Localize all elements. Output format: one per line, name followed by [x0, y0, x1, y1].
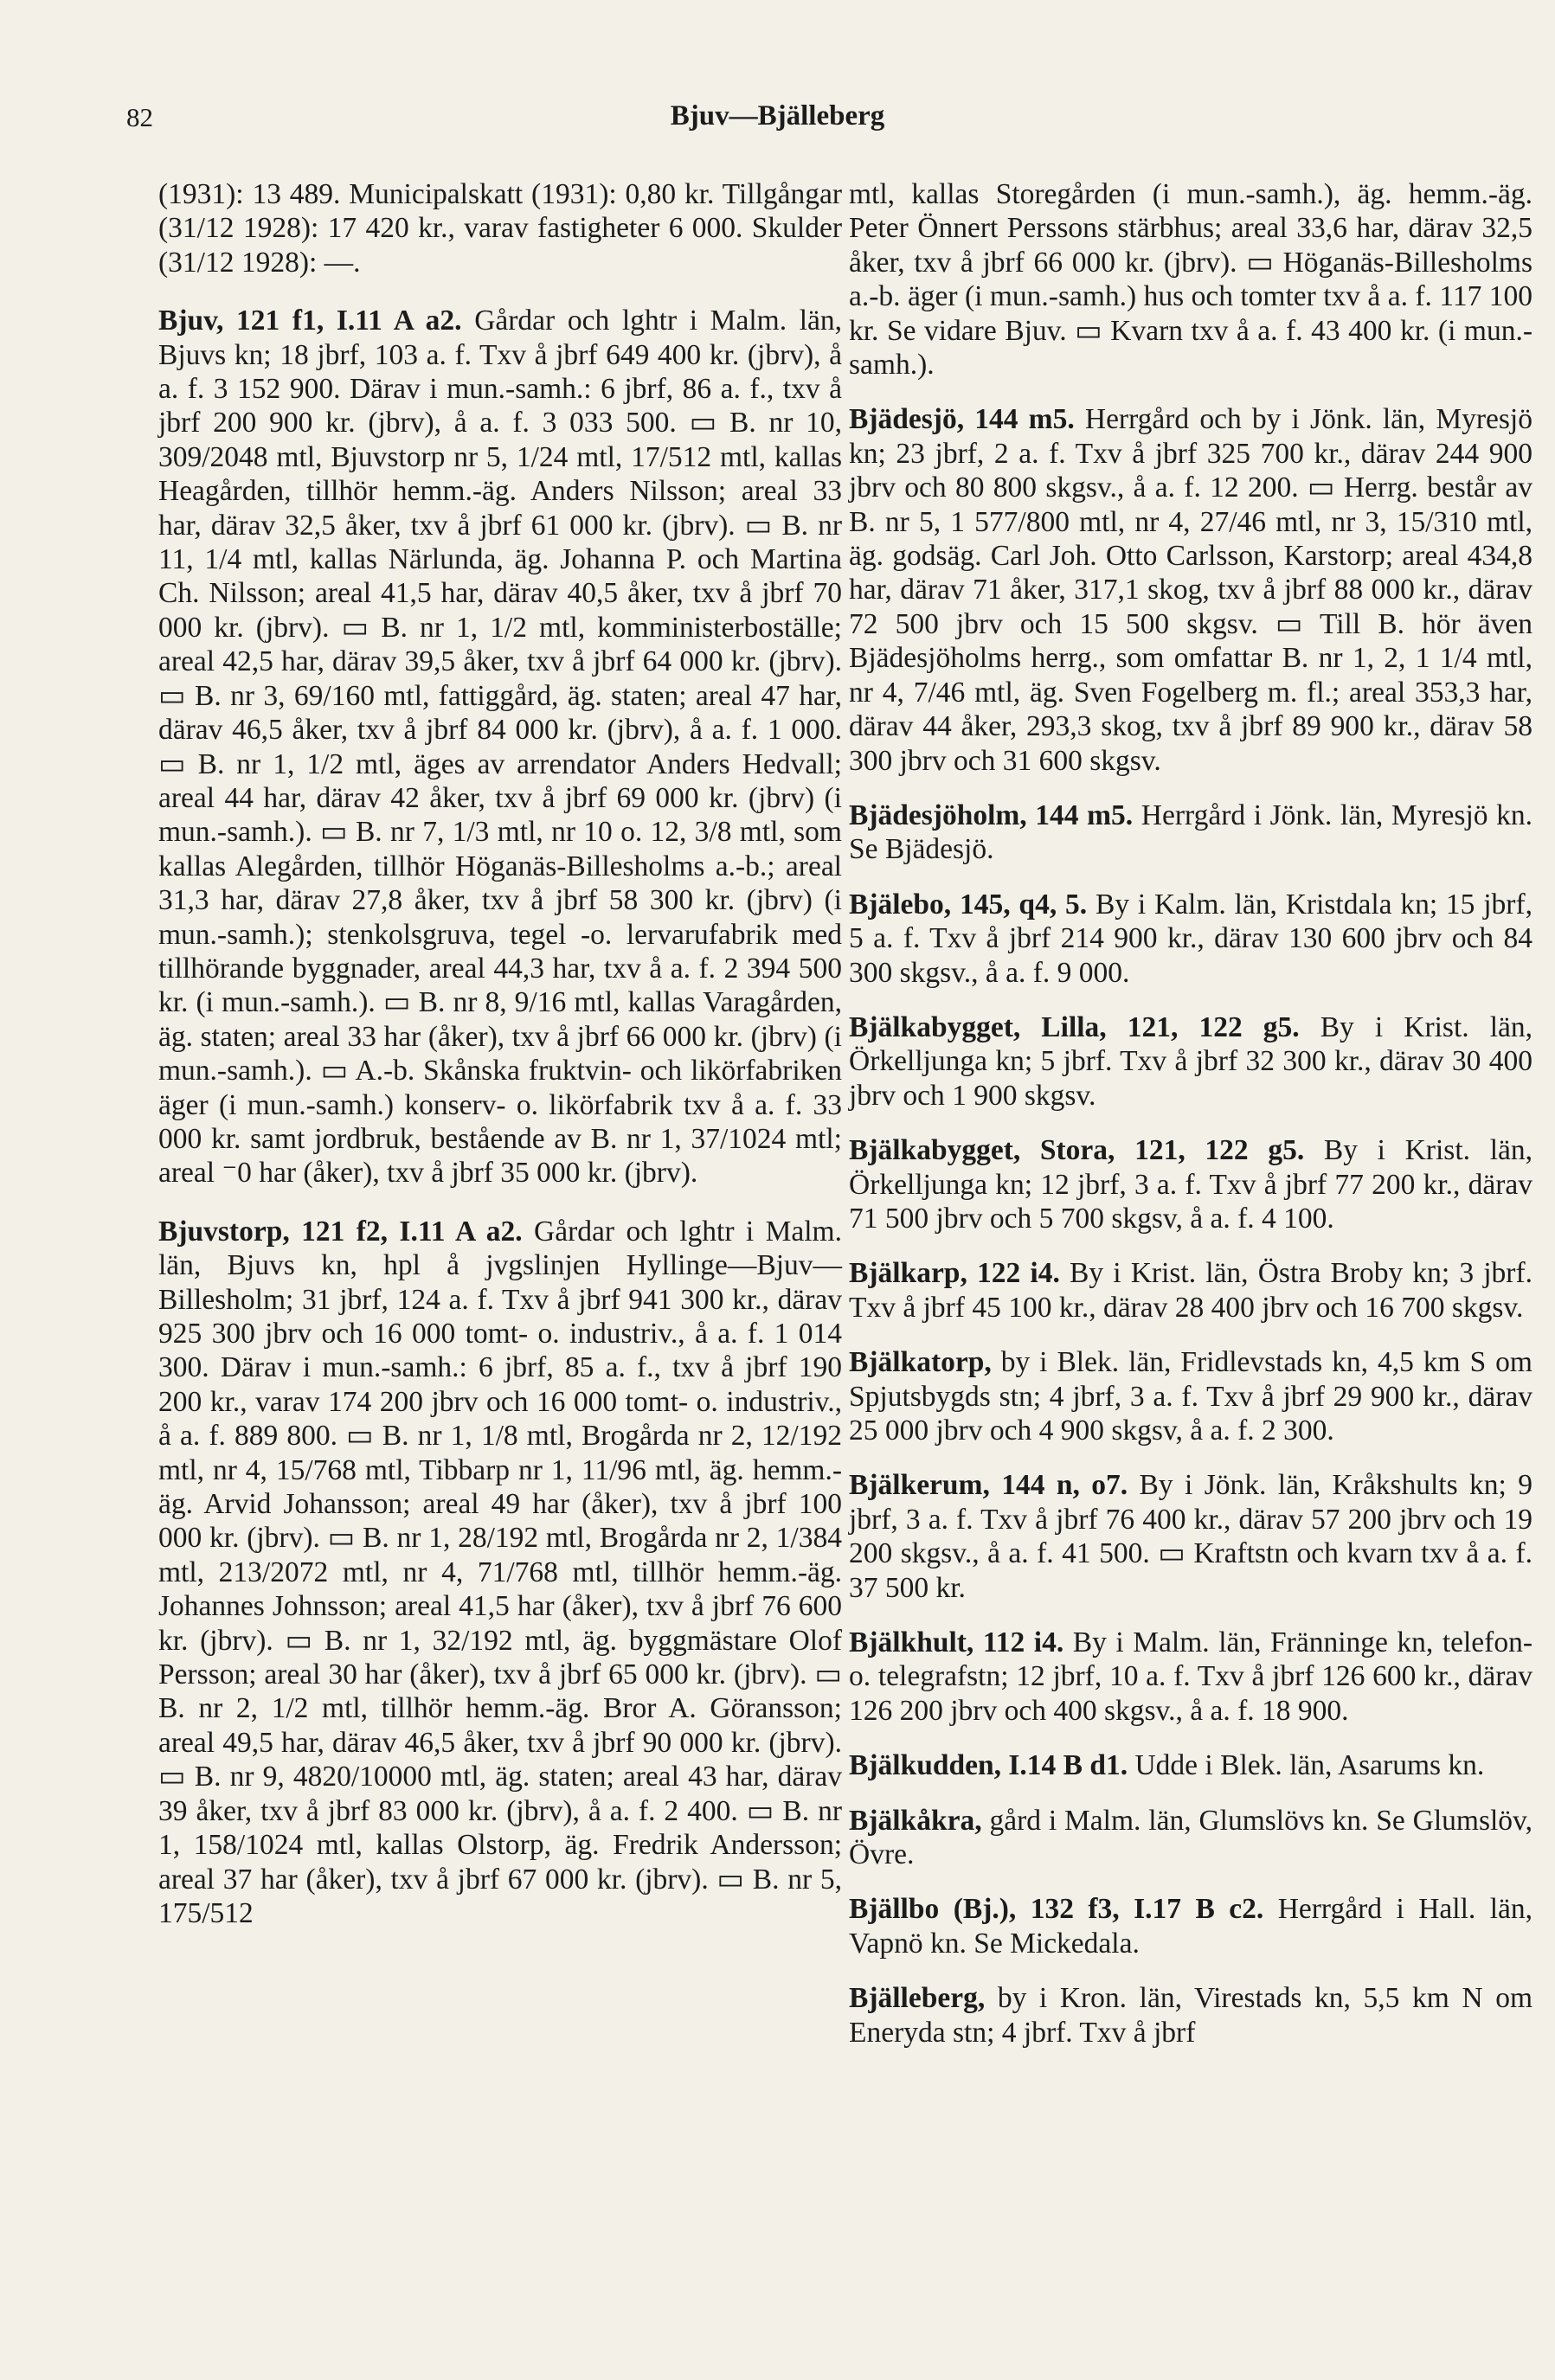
entry-headword: Bjälkabygget, Stora, 121, 122 g5.: [849, 1134, 1305, 1167]
page-number: 82: [126, 102, 153, 132]
entry-bjadesjoholm: [849, 799, 1533, 867]
entry-text: By i Jönk. län, Kråkshults kn; 9 jbrf, 3 a. f. Txv å jbrf 76 400 kr., därav 57 200 jbrv och 19 200 skgsv., å a. f. 41 500. ▭ Kraftstn och kvarn txv å a. f. 37 500 kr.: [849, 1469, 1533, 1604]
entry-text: By i Malm. län, Fränninge kn, telefon- o. telegrafstn; 12 jbrf, 10 a. f. Txv å jbrf 126 600 kr., därav 126 200 jbrv och 400 skgsv., å a. f. 18 900.: [849, 1626, 1533, 1727]
entry-bjalleberg: [849, 1981, 1533, 2050]
entry-bjalkhult: [849, 1626, 1533, 1728]
entry-headword: Bjälleberg,: [849, 1982, 986, 2015]
entry-text: By i Krist. län, Östra Broby kn; 3 jbrf. Txv å jbrf 45 100 kr., därav 28 400 jbrv och 16 700 skgsv.: [849, 1257, 1533, 1324]
entry-bjalkarp: [849, 1256, 1533, 1325]
entry-headword: Bjädesjö, 144 m5.: [849, 403, 1075, 436]
entry-bjalkerum: [849, 1468, 1533, 1605]
entry-headword: Bjälkerum, 144 n, o7.: [849, 1469, 1128, 1502]
entry-headword: Bjälkarp, 122 i4.: [849, 1257, 1060, 1290]
entry-text: Gårdar och lghtr i Malm. län, Bjuvs kn, hpl å jvgslinjen Hyllinge—Bjuv—Billesholm; 31 jbrf, 124 a. f. Txv å jbrf 941 300 kr., därav 925 300 jbrv och 16 000 tomt- o. industriv., å a. f. 1 014 300. Därav i mun.-samh.: 6 jbrf, 85 a. f., txv å jbrf 190 200 kr., varav 174 200 jbrv och 16 000 tomt- o. industriv., å a. f. 889 800. ▭ B. nr 1, 1/8 mtl, Brogårda nr 2, 12/192 mtl, nr 4, 15/768 mtl, Tibbarp nr 1, 11/96 mtl, äg. hemm.-äg. Arvid Johansson; areal 49 har (åker), txv å jbrf 100 000 kr. (jbrv). ▭ B. nr 1, 28/192 mtl, Brogårda nr 2, 1/384 mtl, 213/2072 mtl, nr 4, 71/768 mtl, tillhör hemm.-äg. Johannes Johnsson; areal 41,5 har (åker), txv å jbrf 76 600 kr. (jbrv). ▭ B. nr 1, 32/192 mtl, äg. byggmästare Olof Persson; areal 30 har (åker), txv å jbrf 65 000 kr. (jbrv). ▭ B. nr 2, 1/2 mtl, tillhör hemm.-äg. Bror A. Göransson; areal 49,5 har, därav 46,5 åker, txv å jbrf 90 000 kr. (jbrv). ▭ B. nr 9, 4820/10000 mtl, äg. staten; areal 43 har, därav 39 åker, txv å jbrf 83 000 kr. (jbrv), å a. f. 2 400. ▭ B. nr 1, 158/1024 mtl, kallas Olstorp, äg. Fredrik Andersson; areal 37 har (åker), txv å jbrf 67 000 kr. (jbrv). ▭ B. nr 5, 175/512: [158, 1215, 842, 1929]
entry-bjuv: [158, 304, 842, 1190]
entry-headword: Bjälkåkra,: [849, 1804, 982, 1837]
entry-headword: Bjälkudden, I.14 B d1.: [849, 1749, 1128, 1782]
entry-bjalkabygget-stora: [849, 1133, 1533, 1235]
entry-text: gård i Malm. län, Glumslövs kn. Se Glumslöv, Övre.: [849, 1804, 1533, 1871]
right-column: [849, 177, 1533, 2070]
entry-text: (1931): 13 489. Municipalskatt (1931): 0,80 kr. Tillgångar (31/12 1928): 17 420 kr., varav fastigheter 6 000. Skulder (31/12 1928): —.: [158, 178, 842, 279]
running-head: Bjuv—Bjälleberg: [670, 100, 885, 132]
entry-bjalebo: [849, 888, 1533, 990]
entry-text: Herrgård i Hall. län, Vapnö kn. Se Mickedala.: [849, 1893, 1533, 1960]
entry-bjadesjo: [849, 402, 1533, 777]
entry-text: Herrgård och by i Jönk. län, Myresjö kn; 23 jbrf, 2 a. f. Txv å jbrf 325 700 kr., därav 244 900 jbrv och 80 800 skgsv., å a. f. 12 200. ▭ Herrg. består av B. nr 5, 1 577/800 mtl, nr 4, 27/46 mtl, nr 3, 15/310 mtl, äg. godsäg. Carl Joh. Otto Carlsson, Karstorp; areal 434,8 har, därav 71 åker, 317,1 skog, txv å jbrf 88 000 kr., därav 72 500 jbrv och 15 500 skgsv. ▭ Till B. hör även Bjädesjöholms herrg., som omfattar B. nr 1, 2, 1 1/4 mtl, nr 4, 7/46 mtl, äg. Sven Fogelberg m. fl.; areal 353,3 har, därav 44 åker, 293,3 skog, txv å jbrf 89 900 kr., därav 58 300 jbrv och 31 600 skgsv.: [849, 403, 1533, 777]
left-column: [158, 177, 842, 1954]
entry-headword: Bjuv, 121 f1, I.11 A a2.: [158, 305, 462, 337]
entry-headword: Bjädesjöholm, 144 m5.: [849, 799, 1134, 831]
entry-bjalkatorp: [849, 1345, 1533, 1447]
entry-bjalkakra: [849, 1804, 1533, 1872]
entry-headword: Bjuvstorp, 121 f2, I.11 A a2.: [158, 1215, 523, 1248]
entry-bjallbo: [849, 1892, 1533, 1960]
entry-text: Udde i Blek. län, Asarums kn.: [1128, 1749, 1485, 1782]
entry-text: by i Kron. län, Virestads kn, 5,5 km N om Eneryda stn; 4 jbrf. Txv å jbrf: [849, 1982, 1533, 2049]
entry-headword: Bjälebo, 145, q4, 5.: [849, 888, 1088, 921]
entry-text: Herrgård i Jönk. län, Myresjö kn. Se Bjädesjö.: [849, 799, 1533, 866]
entry-text: mtl, kallas Storegården (i mun.-samh.), äg. hemm.-äg. Peter Önnert Perssons stärbhus; areal 33,6 har, därav 32,5 åker, txv å jbrf 66 000 kr. (jbrv). ▭ Höganäs-Billesholms a.-b. äger (i mun.-samh.) hus och tomter txv å a. f. 117 100 kr. Se vidare Bjuv. ▭ Kvarn txv å a. f. 43 400 kr. (i mun.-samh.).: [849, 178, 1533, 382]
entry-headword: Bjälkabygget, Lilla, 121, 122 g5.: [849, 1010, 1300, 1043]
entry-continuation: [849, 177, 1533, 382]
entry-bjalkudden: [849, 1748, 1533, 1782]
entry-text: Gårdar och lghtr i Malm. län, Bjuvs kn; 18 jbrf, 103 a. f. Txv å jbrf 649 400 kr. (jbrv), å a. f. 3 152 900. Därav i mun.-samh.: 6 jbrf, 86 a. f., txv å jbrf 200 900 kr. (jbrv), å a. f. 3 033 500. ▭ B. nr 10, 309/2048 mtl, Bjuvstorp nr 5, 1/24 mtl, 17/512 mtl, kallas Heagården, tillhör hemm.-äg. Anders Nilsson; areal 33 har, därav 32,5 åker, txv å jbrf 61 000 kr. (jbrv). ▭ B. nr 11, 1/4 mtl, kallas Närlunda, äg. Johanna P. och Martina Ch. Nilsson; areal 41,5 har, därav 40,5 åker, txv å jbrf 70 000 kr. (jbrv). ▭ B. nr 1, 1/2 mtl, komministerboställe; areal 42,5 har, därav 39,5 åker, txv å jbrf 64 000 kr. (jbrv). ▭ B. nr 3, 69/160 mtl, fattiggård, äg. staten; areal 47 har, därav 46,5 åker, txv å jbrf 84 000 kr. (jbrv), å a. f. 1 000. ▭ B. nr 1, 1/2 mtl, äges av arrendator Anders Hedvall; areal 44 har, därav 42 åker, txv å jbrf 69 000 kr. (jbrv) (i mun.-samh.). ▭ B. nr 7, 1/3 mtl, nr 10 o. 12, 3/8 mtl, som kallas Alegården, tillhör Höganäs-Billesholms a.-b.; areal 31,3 har, därav 27,8 åker, txv å jbrf 58 300 kr. (jbrv) (i mun.-samh.); stenkolsgruva, tegel -o. lervarufabrik med tillhörande byggnader, areal 44,3 har, txv å a. f. 2 394 500 kr. (i mun.-samh.). ▭ B. nr 8, 9/16 mtl, kallas Varagården, äg. staten; areal 33 har (åker), txv å jbrf 66 000 kr. (jbrv) (i mun.-samh.). ▭ A.-b. Skånska fruktvin- och likörfabriken äger (i mun.-samh.) konserv- o. likörfabrik txv å a. f. 33 000 kr. samt jordbruk, bestående av B. nr 1, 37/1024 mtl; areal ⁻0 har (åker), txv å jbrf 35 000 kr. (jbrv).: [158, 305, 843, 1190]
entry-text: By i Krist. län, Örkelljunga kn; 5 jbrf. Txv å jbrf 32 300 kr., därav 30 400 jbrv och 1 900 skgsv.: [849, 1010, 1533, 1112]
entry-text: by i Blek. län, Fridlevstads kn, 4,5 km S om Spjutsbygds stn; 4 jbrf, 3 a. f. Txv å jbrf 29 900 kr., därav 25 000 jbrv och 4 900 skgsv, å a. f. 2 300.: [849, 1346, 1533, 1447]
entry-bjalkabygget-lilla: [849, 1010, 1533, 1113]
entry-text: By i Kalm. län, Kristdala kn; 15 jbrf, 5 a. f. Txv å jbrf 214 900 kr., därav 130 600 jbrv och 84 300 skgsv., å a. f. 9 000.: [849, 888, 1533, 989]
entry-bjuvstorp: [158, 1215, 842, 1931]
entry-headword: Bjällbo (Bj.), 132 f3, I.17 B c2.: [849, 1893, 1264, 1926]
entry-text: By i Krist. län, Örkelljunga kn; 12 jbrf, 3 a. f. Txv å jbrf 77 200 kr., därav 71 500 jbrv och 5 700 skgsv, å a. f. 4 100.: [849, 1134, 1533, 1235]
entry-headword: Bjälkhult, 112 i4.: [849, 1626, 1064, 1659]
entry-headword: Bjälkatorp,: [849, 1346, 992, 1379]
entry-continuation: [158, 177, 842, 279]
